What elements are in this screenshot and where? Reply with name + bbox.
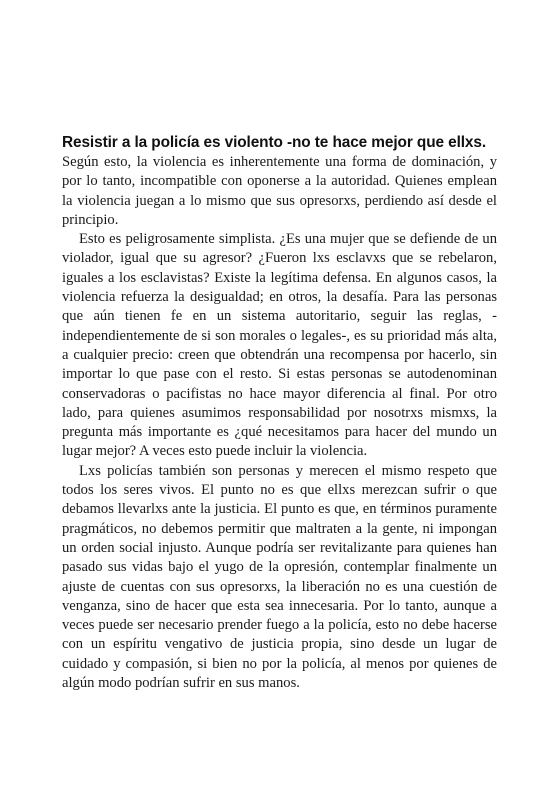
paragraph-1: Según esto, la violencia es inherentemente una forma de dominación, y por lo tanto, incompatible con oponerse a la autoridad. Quienes emplean la violencia juegan a lo mismo que sus opresorxs, perdiendo así desde el principio.	[62, 154, 497, 228]
section-heading: Resistir a la policía es violento -no te hace mejor que ellxs.	[62, 134, 487, 151]
paragraph-3: Lxs policías también son personas y merecen el mismo respeto que todos los seres vivos. El punto no es que ellxs merezcan sufrir o que debamos llevarlxs ante la justicia. El punto es que, en términos puramente pragmáticos, no debemos permitir que maltraten a la gente, ni impongan un orden social injusto. Aunque podría ser revitalizante para quienes han pasado sus vidas bajo el yugo de la opresión, contemplar finalmente un ajuste de cuentas con sus opresorxs, la liberación no es una cuestión de venganza, sino de hacer que esta sea innecesaria. Por lo tanto, aunque a veces puede ser necesario prender fuego a la policía, esto no debe hacerse con un espíritu vengativo de justicia propia, sino desde un lugar de cuidado y compasión, si bien no por la policía, al menos por quienes de algún modo podrían sufrir en sus manos.	[62, 462, 497, 692]
document-body	[62, 133, 497, 693]
paragraph-2: Esto es peligrosamente simplista. ¿Es una mujer que se defiende de un violador, igual que su agresor? ¿Fueron lxs esclavxs que se rebelaron, iguales a los esclavistas? Existe la legítima defensa. En algunos casos, la violencia refuerza la desigualdad; en otros, la desafía. Para las personas que aún tienen fe en un sistema autoritario, seguir las reglas, -independientemente de si son morales o legales-, es su prioridad más alta, a cualquier precio: creen que obtendrán una recompensa por hacerlo, sin importar lo que pase con el resto. Si estas personas se autodenominan conservadoras o pacifistas no hace mayor diferencia al final. Por otro lado, para quienes asumimos responsabilidad por nosotrxs mismxs, la pregunta más importante es ¿qué necesitamos para hacer del mundo un lugar mejor? A veces esto puede incluir la violencia.	[62, 231, 497, 460]
